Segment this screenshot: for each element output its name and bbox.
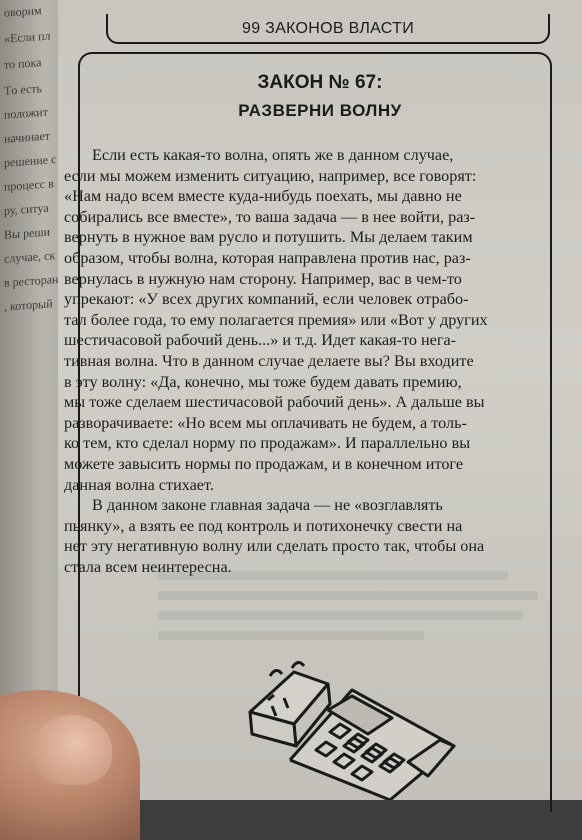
law-number: ЗАКОН № 67: — [257, 72, 383, 93]
body-line: В данном законе главная задача — не «возглавлять — [92, 496, 443, 515]
thumbnail — [32, 715, 112, 785]
body-line: стала всем неинтересна. — [64, 557, 232, 576]
body-line: тивная волна. Что в данном случае делаете вы? Вы входите — [64, 351, 474, 370]
body-line: пьянку», а взять ее под контроль и потихонечку свести на — [64, 516, 463, 535]
body-line: ко тем, кто сделал норму по продажам». И параллельно вы — [64, 434, 471, 453]
left-page-fragment: положит — [4, 104, 48, 122]
body-line: мы тоже сделаем шестичасовой рабочий день». А дальше вы — [64, 393, 485, 412]
body-line: вернулась в нужную нам сторону. Например, вас в чем-то — [64, 269, 462, 288]
running-header — [106, 14, 550, 44]
left-page-fragment: решение с — [4, 152, 57, 170]
left-page-fragment: Вы реши — [4, 224, 51, 242]
left-page-fragment: процесс в — [4, 176, 54, 194]
body-line: тал более года, то ему полагается премия» или «Вот у других — [64, 310, 488, 329]
left-page-fragment: Тo есть — [4, 81, 42, 98]
left-page-fragment: ру, ситуа — [4, 200, 49, 218]
law-name: РАЗВЕРНИ ВОЛНУ — [238, 101, 402, 120]
book-title: 99 ЗАКОНОВ ВЛАСТИ — [242, 20, 414, 37]
left-page-fragment: оворим — [4, 3, 42, 20]
body-line: разворачиваете: «Но всем мы оплачивать не будем, а толь- — [64, 413, 467, 432]
body-line: нет эту негативную волну или сделать просто так, чтобы она — [64, 537, 485, 556]
body-line: шестичасовой рабочий день...» и т.д. Идет какая-то нега- — [64, 331, 457, 350]
body-line: в эту волну: «Да, конечно, мы тоже будем давать премию, — [64, 372, 462, 391]
body-line: можете завысить нормы по продажам, и в конечном итоге — [64, 454, 464, 473]
left-page-fragment: , который — [4, 296, 53, 314]
left-page-fragment: начинает — [4, 128, 51, 146]
body-line: «Нам надо всем вместе куда-нибудь поехать, мы давно не — [64, 187, 462, 206]
left-page-fragment: «Если пл — [4, 28, 51, 46]
body-line: упрекают: «У всех других компаний, если человек отрабо- — [64, 290, 469, 309]
body-line: если мы можем изменить ситуацию, например, все говорят: — [64, 166, 477, 185]
left-page-fragment: случае, ск — [4, 248, 56, 266]
body-line: данная волна стихает. — [64, 475, 214, 494]
body-line: образом, чтобы волна, которая направлена против нас, раз- — [64, 248, 471, 267]
left-page-fragment: то пока — [4, 55, 42, 72]
desk-calendar-calculator-icon — [232, 650, 462, 800]
law-body-text — [64, 145, 526, 577]
body-line: собирались все вместе», то ваша задача — в нее войти, раз- — [64, 207, 476, 226]
body-line: вернуть в нужное вам русло и потушить. Мы делаем таким — [64, 228, 473, 247]
left-page-fragment: в ресторан — [4, 271, 59, 290]
body-line: Если есть какая-то волна, опять же в данном случае, — [92, 146, 454, 164]
